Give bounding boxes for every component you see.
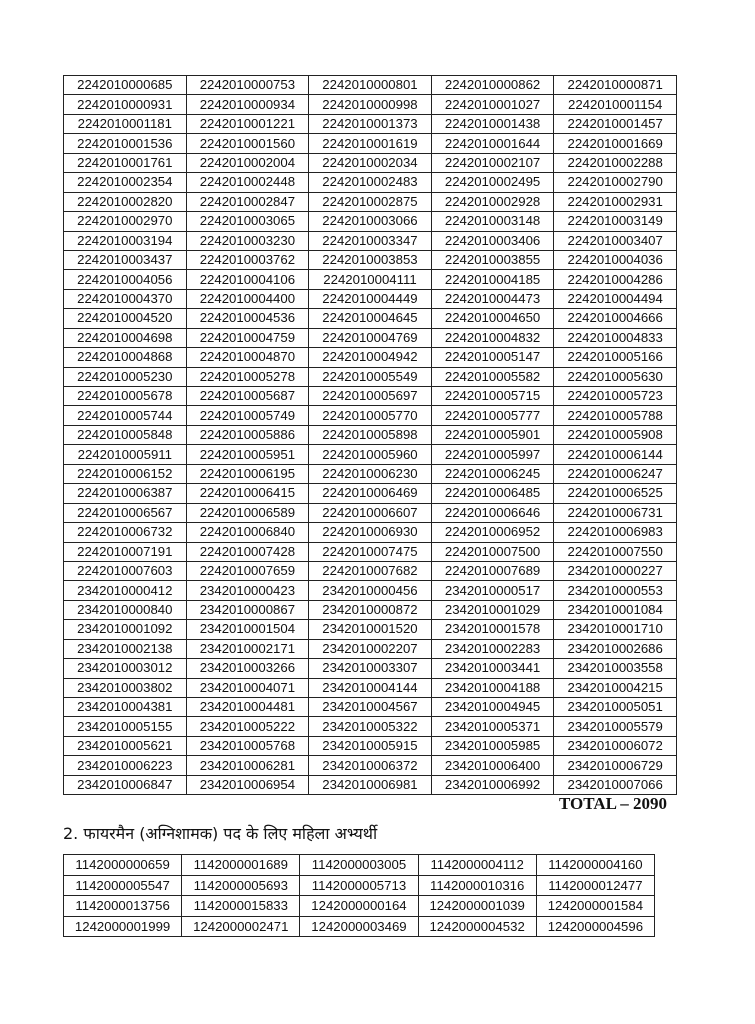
roll-number-cell: 1242000001584 — [536, 896, 654, 917]
roll-number-cell: 2242010005749 — [186, 406, 309, 425]
table-row — [64, 212, 677, 231]
roll-number-cell: 2242010006607 — [309, 503, 432, 522]
roll-number-cell: 2242010004036 — [554, 250, 677, 269]
table-row — [64, 855, 655, 876]
roll-number-cell: 2242010001181 — [64, 114, 187, 133]
roll-number-cell: 2242010004832 — [431, 328, 554, 347]
candidate-roll-table — [63, 75, 677, 795]
roll-number-cell: 2242010005848 — [64, 425, 187, 444]
roll-number-cell: 2242010007428 — [186, 542, 309, 561]
roll-number-cell: 2342010003266 — [186, 659, 309, 678]
roll-number-cell: 2242010000862 — [431, 76, 554, 95]
roll-number-cell: 2242010002875 — [309, 192, 432, 211]
roll-number-cell: 2242010002970 — [64, 212, 187, 231]
roll-number-cell: 2242010004286 — [554, 270, 677, 289]
roll-number-cell: 2342010006072 — [554, 736, 677, 755]
roll-number-cell: 2342010004567 — [309, 698, 432, 717]
roll-number-cell: 2342010007066 — [554, 775, 677, 794]
roll-number-cell: 2242010004645 — [309, 309, 432, 328]
table-row — [64, 192, 677, 211]
roll-number-cell: 2342010004381 — [64, 698, 187, 717]
roll-number-cell: 2242010005147 — [431, 348, 554, 367]
table-row — [64, 406, 677, 425]
table-row — [64, 153, 677, 172]
roll-number-cell: 2242010003347 — [309, 231, 432, 250]
roll-number-cell: 2342010002686 — [554, 639, 677, 658]
roll-number-cell: 2242010007500 — [431, 542, 554, 561]
roll-number-cell: 2242010005166 — [554, 348, 677, 367]
roll-number-cell: 2342010004144 — [309, 678, 432, 697]
table-row — [64, 309, 677, 328]
roll-number-cell: 2242010004759 — [186, 328, 309, 347]
table-row — [64, 250, 677, 269]
roll-number-cell: 2242010006245 — [431, 464, 554, 483]
female-candidate-roll-table-body — [64, 855, 655, 937]
table-row — [64, 484, 677, 503]
table-row — [64, 114, 677, 133]
roll-number-cell: 2342010000517 — [431, 581, 554, 600]
roll-number-cell: 2242010005886 — [186, 425, 309, 444]
roll-number-cell: 2242010004370 — [64, 289, 187, 308]
roll-number-cell: 2242010005697 — [309, 387, 432, 406]
roll-number-cell: 2242010005777 — [431, 406, 554, 425]
table-row — [64, 775, 677, 794]
roll-number-cell: 2342010003307 — [309, 659, 432, 678]
roll-number-cell: 2242010005687 — [186, 387, 309, 406]
roll-number-cell: 2342010005768 — [186, 736, 309, 755]
roll-number-cell: 2242010004520 — [64, 309, 187, 328]
roll-number-cell: 2242010001027 — [431, 95, 554, 114]
roll-number-cell: 2242010004106 — [186, 270, 309, 289]
roll-number-cell: 1142000001689 — [182, 855, 300, 876]
roll-number-cell: 2342010002283 — [431, 639, 554, 658]
table-row — [64, 875, 655, 896]
table-row — [64, 620, 677, 639]
roll-number-cell: 2342010003441 — [431, 659, 554, 678]
table-row — [64, 896, 655, 917]
roll-number-cell: 2242010006567 — [64, 503, 187, 522]
roll-number-cell: 2242010007550 — [554, 542, 677, 561]
roll-number-cell: 2242010004494 — [554, 289, 677, 308]
roll-number-cell: 2242010001619 — [309, 134, 432, 153]
roll-number-cell: 2242010006840 — [186, 523, 309, 542]
roll-number-cell: 2242010003407 — [554, 231, 677, 250]
roll-number-cell: 2242010004870 — [186, 348, 309, 367]
roll-number-cell: 2242010000753 — [186, 76, 309, 95]
roll-number-cell: 2242010003437 — [64, 250, 187, 269]
roll-number-cell: 2242010004868 — [64, 348, 187, 367]
roll-number-cell: 2242010005908 — [554, 425, 677, 444]
roll-number-cell: 2242010004698 — [64, 328, 187, 347]
roll-number-cell: 2242010001373 — [309, 114, 432, 133]
roll-number-cell: 2242010006469 — [309, 484, 432, 503]
roll-number-cell: 2242010006152 — [64, 464, 187, 483]
roll-number-cell: 2242010002931 — [554, 192, 677, 211]
roll-number-cell: 2242010002107 — [431, 153, 554, 172]
roll-number-cell: 1242000001999 — [64, 916, 182, 937]
roll-number-cell: 2242010001438 — [431, 114, 554, 133]
roll-number-cell: 2342010004188 — [431, 678, 554, 697]
roll-number-cell: 2242010006525 — [554, 484, 677, 503]
table-row — [64, 581, 677, 600]
table-row — [64, 698, 677, 717]
roll-number-cell: 1142000004160 — [536, 855, 654, 876]
roll-number-cell: 1242000002471 — [182, 916, 300, 937]
roll-number-cell: 2242010006230 — [309, 464, 432, 483]
roll-number-cell: 2342010002138 — [64, 639, 187, 658]
roll-number-cell: 2342010005371 — [431, 717, 554, 736]
roll-number-cell: 1142000005713 — [300, 875, 418, 896]
table-row — [64, 425, 677, 444]
roll-number-cell: 1142000004112 — [418, 855, 536, 876]
roll-number-cell: 2342010005579 — [554, 717, 677, 736]
roll-number-cell: 2342010006400 — [431, 756, 554, 775]
roll-number-cell: 1242000004596 — [536, 916, 654, 937]
roll-number-cell: 2242010003406 — [431, 231, 554, 250]
female-candidate-roll-table — [63, 854, 655, 937]
roll-number-cell: 2242010003148 — [431, 212, 554, 231]
roll-number-cell: 1142000010316 — [418, 875, 536, 896]
roll-number-cell: 2342010006992 — [431, 775, 554, 794]
roll-number-cell: 2242010004833 — [554, 328, 677, 347]
roll-number-cell: 2342010002171 — [186, 639, 309, 658]
roll-number-cell: 2242010002288 — [554, 153, 677, 172]
roll-number-cell: 2242010006387 — [64, 484, 187, 503]
roll-number-cell: 2242010007603 — [64, 561, 187, 580]
roll-number-cell: 2342010001092 — [64, 620, 187, 639]
roll-number-cell: 2342010000227 — [554, 561, 677, 580]
roll-number-cell: 2242010005715 — [431, 387, 554, 406]
table-row — [64, 289, 677, 308]
roll-number-cell: 2242010006589 — [186, 503, 309, 522]
roll-number-cell: 2342010002207 — [309, 639, 432, 658]
roll-number-cell: 2242010002354 — [64, 173, 187, 192]
roll-number-cell: 2342010000840 — [64, 600, 187, 619]
roll-number-cell: 2242010005997 — [431, 445, 554, 464]
roll-number-cell: 2242010006952 — [431, 523, 554, 542]
roll-number-cell: 1142000012477 — [536, 875, 654, 896]
roll-number-cell: 2342010006223 — [64, 756, 187, 775]
roll-number-cell: 2242010004449 — [309, 289, 432, 308]
roll-number-cell: 2342010006729 — [554, 756, 677, 775]
roll-number-cell: 2342010000456 — [309, 581, 432, 600]
roll-number-cell: 2242010005911 — [64, 445, 187, 464]
roll-number-cell: 2242010000685 — [64, 76, 187, 95]
table-row — [64, 639, 677, 658]
roll-number-cell: 2342010001520 — [309, 620, 432, 639]
roll-number-cell: 2342010006981 — [309, 775, 432, 794]
roll-number-cell: 1142000003005 — [300, 855, 418, 876]
roll-number-cell: 2342010000867 — [186, 600, 309, 619]
roll-number-cell: 2242010000934 — [186, 95, 309, 114]
table-row — [64, 387, 677, 406]
roll-number-cell: 2342010004945 — [431, 698, 554, 717]
table-row — [64, 270, 677, 289]
roll-number-cell: 2242010001669 — [554, 134, 677, 153]
roll-number-cell: 2242010006415 — [186, 484, 309, 503]
table-row — [64, 464, 677, 483]
roll-number-cell: 2242010004650 — [431, 309, 554, 328]
roll-number-cell: 2242010005901 — [431, 425, 554, 444]
roll-number-cell: 2342010000423 — [186, 581, 309, 600]
roll-number-cell: 2342010003012 — [64, 659, 187, 678]
roll-number-cell: 1142000015833 — [182, 896, 300, 917]
roll-number-cell: 2242010006930 — [309, 523, 432, 542]
roll-number-cell: 2242010003762 — [186, 250, 309, 269]
roll-number-cell: 2342010004215 — [554, 678, 677, 697]
roll-number-cell: 1142000005547 — [64, 875, 182, 896]
roll-number-cell: 2242010003230 — [186, 231, 309, 250]
roll-number-cell: 2242010005582 — [431, 367, 554, 386]
roll-number-cell: 2242010002495 — [431, 173, 554, 192]
roll-number-cell: 2342010005222 — [186, 717, 309, 736]
roll-number-cell: 2242010004400 — [186, 289, 309, 308]
roll-number-cell: 2242010006247 — [554, 464, 677, 483]
table-row — [64, 561, 677, 580]
roll-number-cell: 2242010006144 — [554, 445, 677, 464]
roll-number-cell: 2242010007659 — [186, 561, 309, 580]
roll-number-cell: 2242010000801 — [309, 76, 432, 95]
roll-number-cell: 2342010000872 — [309, 600, 432, 619]
roll-number-cell: 2242010002448 — [186, 173, 309, 192]
roll-number-cell: 2342010005915 — [309, 736, 432, 755]
roll-number-cell: 2242010005678 — [64, 387, 187, 406]
roll-number-cell: 2242010005788 — [554, 406, 677, 425]
roll-number-cell: 2242010006731 — [554, 503, 677, 522]
roll-number-cell: 2342010004071 — [186, 678, 309, 697]
roll-number-cell: 2342010001029 — [431, 600, 554, 619]
roll-number-cell: 2242010001457 — [554, 114, 677, 133]
roll-number-cell: 2242010005549 — [309, 367, 432, 386]
roll-number-cell: 1242000004532 — [418, 916, 536, 937]
roll-number-cell: 2242010004942 — [309, 348, 432, 367]
table-row — [64, 173, 677, 192]
roll-number-cell: 2242010006485 — [431, 484, 554, 503]
roll-number-cell: 1142000005693 — [182, 875, 300, 896]
roll-number-cell: 2242010002034 — [309, 153, 432, 172]
table-row — [64, 328, 677, 347]
candidate-roll-table-body — [64, 76, 677, 795]
roll-number-cell: 2342010000412 — [64, 581, 187, 600]
table-row — [64, 542, 677, 561]
roll-number-cell: 2242010001560 — [186, 134, 309, 153]
roll-number-cell: 2242010004111 — [309, 270, 432, 289]
roll-number-cell: 2342010003802 — [64, 678, 187, 697]
roll-number-cell: 1142000000659 — [64, 855, 182, 876]
roll-number-cell: 2342010006954 — [186, 775, 309, 794]
table-row — [64, 76, 677, 95]
table-row — [64, 95, 677, 114]
roll-number-cell: 2242010001154 — [554, 95, 677, 114]
roll-number-cell: 2242010004666 — [554, 309, 677, 328]
roll-number-cell: 2242010005278 — [186, 367, 309, 386]
roll-number-cell: 2242010002820 — [64, 192, 187, 211]
roll-number-cell: 2242010005723 — [554, 387, 677, 406]
roll-number-cell: 2342010003558 — [554, 659, 677, 678]
table-row — [64, 523, 677, 542]
roll-number-cell: 2242010000998 — [309, 95, 432, 114]
roll-number-cell: 2242010001536 — [64, 134, 187, 153]
roll-number-cell: 2342010005621 — [64, 736, 187, 755]
roll-number-cell: 2242010005230 — [64, 367, 187, 386]
roll-number-cell: 2242010000871 — [554, 76, 677, 95]
table-row — [64, 503, 677, 522]
roll-number-cell: 2242010002790 — [554, 173, 677, 192]
roll-number-cell: 2242010004473 — [431, 289, 554, 308]
roll-number-cell: 2242010003853 — [309, 250, 432, 269]
roll-number-cell: 2242010004769 — [309, 328, 432, 347]
roll-number-cell: 2342010001710 — [554, 620, 677, 639]
roll-number-cell: 2342010005155 — [64, 717, 187, 736]
roll-number-cell: 1242000001039 — [418, 896, 536, 917]
roll-number-cell: 2242010002847 — [186, 192, 309, 211]
roll-number-cell: 2242010004185 — [431, 270, 554, 289]
table-row — [64, 367, 677, 386]
roll-number-cell: 2242010005898 — [309, 425, 432, 444]
roll-number-cell: 2342010006847 — [64, 775, 187, 794]
roll-number-cell: 2242010007682 — [309, 561, 432, 580]
table-row — [64, 231, 677, 250]
roll-number-cell: 2242010006732 — [64, 523, 187, 542]
roll-number-cell: 2342010005051 — [554, 698, 677, 717]
roll-number-cell: 2242010002483 — [309, 173, 432, 192]
roll-number-cell: 2242010007475 — [309, 542, 432, 561]
section-heading: 2. फायरमैन (अग्निशामक) पद के लिए महिला अभ्यर्थी — [63, 824, 378, 843]
table-row — [64, 659, 677, 678]
roll-number-cell: 1142000013756 — [64, 896, 182, 917]
roll-number-cell: 2242010000931 — [64, 95, 187, 114]
roll-number-cell: 2242010001221 — [186, 114, 309, 133]
table-row — [64, 600, 677, 619]
roll-number-cell: 2342010001578 — [431, 620, 554, 639]
roll-number-cell: 2242010003855 — [431, 250, 554, 269]
roll-number-cell: 1242000000164 — [300, 896, 418, 917]
table-row — [64, 717, 677, 736]
roll-number-cell: 2242010003066 — [309, 212, 432, 231]
table-row — [64, 678, 677, 697]
roll-number-cell: 2342010001084 — [554, 600, 677, 619]
roll-number-cell: 2342010006281 — [186, 756, 309, 775]
roll-number-cell: 2242010001761 — [64, 153, 187, 172]
table-row — [64, 756, 677, 775]
roll-number-cell: 2242010005744 — [64, 406, 187, 425]
roll-number-cell: 2242010006195 — [186, 464, 309, 483]
total-count: TOTAL – 2090 — [558, 794, 667, 813]
roll-number-cell: 2242010007191 — [64, 542, 187, 561]
table-row — [64, 348, 677, 367]
roll-number-cell: 2242010006983 — [554, 523, 677, 542]
roll-number-cell: 2342010000553 — [554, 581, 677, 600]
roll-number-cell: 2242010007689 — [431, 561, 554, 580]
roll-number-cell: 2342010001504 — [186, 620, 309, 639]
roll-number-cell: 2242010001644 — [431, 134, 554, 153]
roll-number-cell: 2342010004481 — [186, 698, 309, 717]
roll-number-cell: 2242010005630 — [554, 367, 677, 386]
roll-number-cell: 2242010003065 — [186, 212, 309, 231]
roll-number-cell: 2342010005322 — [309, 717, 432, 736]
table-row — [64, 445, 677, 464]
roll-number-cell: 2242010004056 — [64, 270, 187, 289]
table-row — [64, 134, 677, 153]
roll-number-cell: 2242010003194 — [64, 231, 187, 250]
roll-number-cell: 2242010004536 — [186, 309, 309, 328]
roll-number-cell: 2242010005770 — [309, 406, 432, 425]
table-row — [64, 736, 677, 755]
roll-number-cell: 2242010005951 — [186, 445, 309, 464]
roll-number-cell: 1242000003469 — [300, 916, 418, 937]
roll-number-cell: 2242010005960 — [309, 445, 432, 464]
roll-number-cell: 2242010006646 — [431, 503, 554, 522]
roll-number-cell: 2342010005985 — [431, 736, 554, 755]
roll-number-cell: 2242010002928 — [431, 192, 554, 211]
roll-number-cell: 2242010003149 — [554, 212, 677, 231]
table-row — [64, 916, 655, 937]
roll-number-cell: 2242010002004 — [186, 153, 309, 172]
roll-number-cell: 2342010006372 — [309, 756, 432, 775]
